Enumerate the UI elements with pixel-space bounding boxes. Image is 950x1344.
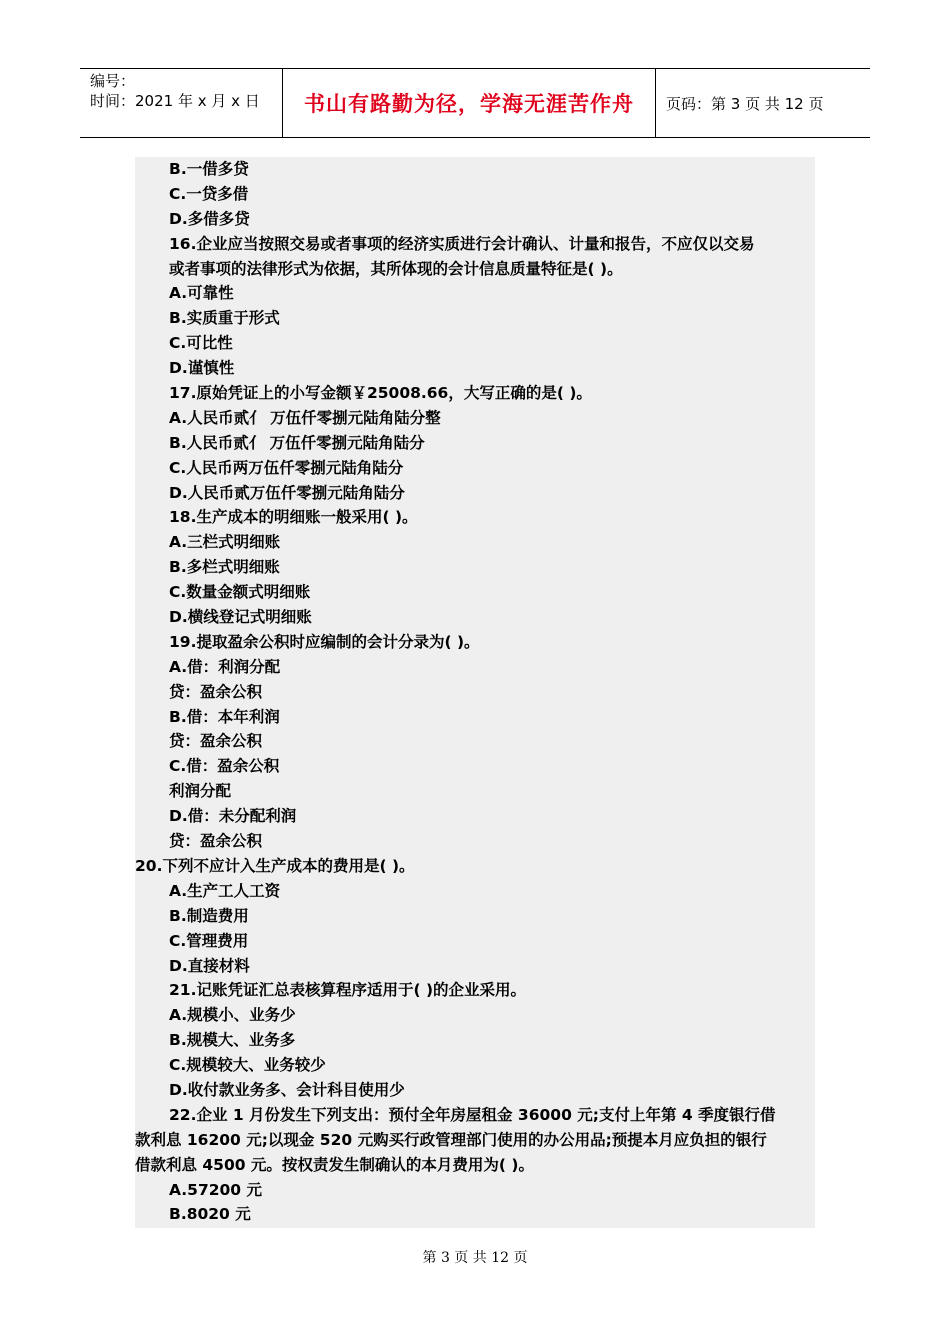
text-line: 20.下列不应计入生产成本的费用是( )。	[135, 856, 415, 875]
text-line: 利润分配	[169, 782, 232, 801]
document-number-label: 编号：	[90, 72, 136, 90]
text-line: D.横线登记式明细账	[169, 608, 312, 627]
text-line: 借款利息 4500 元。按权责发生制确认的本月费用为( )。	[135, 1155, 534, 1174]
text-line: D.多借多贷	[169, 209, 250, 228]
text-line: 贷：盈余公积	[169, 682, 263, 701]
text-line: 18.生产成本的明细账一般采用( )。	[169, 508, 418, 527]
page-header	[80, 68, 870, 138]
text-line: D.收付款业务多、会计科目使用少	[169, 1080, 405, 1099]
text-line: A.可靠性	[169, 284, 234, 303]
text-line: 或者事项的法律形式为依据，其所体现的会计信息质量特征是( )。	[169, 259, 623, 278]
text-line: B.实质重于形式	[169, 309, 280, 328]
text-line: B.借：本年利润	[169, 707, 280, 726]
text-line: 22.企业 1 月份发生下列支出：预付全年房屋租金 36000 元;支付上年第 4 季度银行借	[169, 1105, 776, 1124]
text-line: A.57200 元	[169, 1180, 262, 1199]
text-line: D.直接材料	[169, 956, 250, 975]
text-line: 17.原始凭证上的小写金额￥25008.66，大写正确的是( )。	[169, 384, 592, 403]
header-left-cell	[80, 69, 282, 137]
text-line: A.规模小、业务少	[169, 1006, 296, 1025]
page-footer: 第 3 页 共 12 页	[422, 1250, 528, 1266]
header-page-info: 页码：第 3 页 共 12 页	[666, 94, 824, 113]
text-line: C.一贷多借	[169, 184, 249, 203]
text-line: 贷：盈余公积	[169, 832, 263, 851]
text-line: B.规模大、业务多	[169, 1031, 296, 1050]
text-line: 16.企业应当按照交易或者事项的经济实质进行会计确认、计量和报告，不应仅以交易	[169, 234, 755, 253]
text-line: C.可比性	[169, 334, 233, 353]
document-body	[135, 157, 815, 1228]
text-line: B.一借多贷	[169, 160, 249, 178]
text-line: 21.记账凭证汇总表核算程序适用于( )的企业采用。	[169, 981, 527, 1000]
text-line: B.多栏式明细账	[169, 558, 280, 577]
text-line: C.规模较大、业务较少	[169, 1056, 326, 1075]
text-line: A.借：利润分配	[169, 657, 281, 676]
text-line: A.三栏式明细账	[169, 533, 281, 552]
text-line: B.人民币贰亻 万伍仟零捌元陆角陆分	[169, 433, 425, 452]
text-line: 贷：盈余公积	[169, 732, 263, 751]
header-motto: 书山有路勤为径，学海无涯苦作舟	[282, 69, 656, 137]
text-line: D.人民币贰万伍仟零捌元陆角陆分	[169, 483, 405, 502]
text-line: B.制造费用	[169, 906, 249, 925]
text-line: C.数量金额式明细账	[169, 583, 311, 602]
text-line: C.管理费用	[169, 931, 249, 950]
text-line: A.人民币贰亻 万伍仟零捌元陆角陆分整	[169, 408, 441, 427]
text-line: C.借：盈余公积	[169, 757, 280, 776]
text-line: 19.提取盈余公积时应编制的会计分录为( )。	[169, 632, 480, 651]
text-line: A.生产工人工资	[169, 881, 281, 900]
text-line: 款利息 16200 元;以现金 520 元购买行政管理部门使用的办公用品;预提本月应负担的银行	[135, 1130, 767, 1149]
text-line: D.借：未分配利润	[169, 807, 297, 826]
text-line: B.8020 元	[169, 1205, 251, 1224]
text-line: D.谨慎性	[169, 359, 235, 378]
document-date-label: 时间：2021 年 x 月 x 日	[90, 92, 260, 110]
text-line: C.人民币两万伍仟零捌元陆角陆分	[169, 458, 404, 477]
